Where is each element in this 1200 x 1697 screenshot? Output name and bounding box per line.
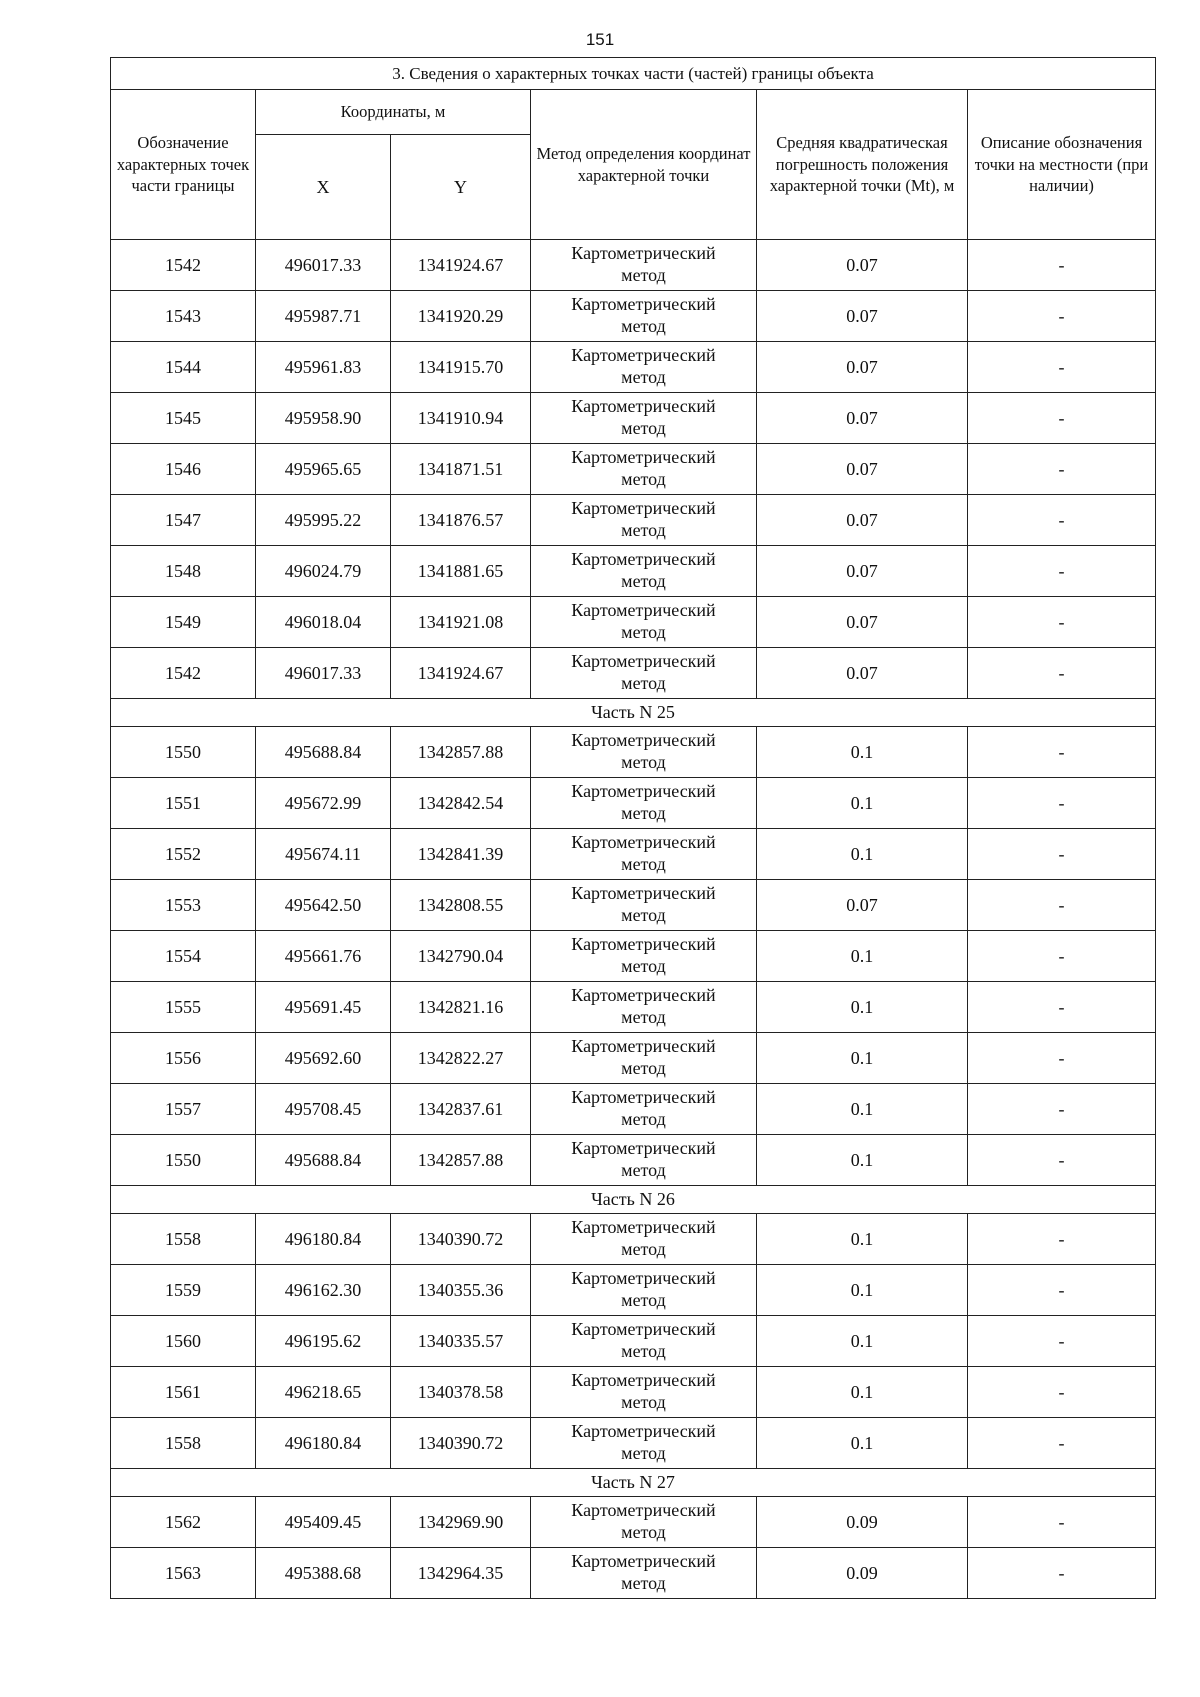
error-cell: 0.07	[757, 597, 968, 648]
description-cell: -	[968, 1497, 1156, 1548]
error-cell: 0.1	[757, 982, 968, 1033]
method-line1: Картометрический	[571, 832, 716, 853]
error-cell: 0.07	[757, 546, 968, 597]
point-id-cell: 1563	[111, 1548, 256, 1599]
point-id-cell: 1545	[111, 393, 256, 444]
error-cell: 0.1	[757, 727, 968, 778]
method-line2: метод	[621, 1573, 666, 1593]
y-coordinate-cell: 1342821.16	[391, 982, 531, 1033]
method-cell	[531, 829, 757, 880]
description-cell: -	[968, 1084, 1156, 1135]
x-coordinate-cell: 495661.76	[256, 931, 391, 982]
point-id-cell: 1542	[111, 240, 256, 291]
header-error: Средняя квадратическая погрешность положения характерной точки (Mt), м	[757, 90, 968, 240]
error-cell: 0.1	[757, 931, 968, 982]
y-coordinate-cell: 1342790.04	[391, 931, 531, 982]
error-cell: 0.1	[757, 829, 968, 880]
section-row	[111, 699, 1156, 727]
method-line2: метод	[621, 367, 666, 387]
method-line1: Картометрический	[571, 1500, 716, 1521]
y-coordinate-cell: 1340390.72	[391, 1418, 531, 1469]
table-row	[111, 648, 1156, 699]
error-cell: 0.07	[757, 880, 968, 931]
method-line1: Картометрический	[571, 651, 716, 672]
method-cell	[531, 1084, 757, 1135]
point-id-cell: 1549	[111, 597, 256, 648]
x-coordinate-cell: 495958.90	[256, 393, 391, 444]
method-line2: метод	[621, 956, 666, 976]
x-coordinate-cell: 495691.45	[256, 982, 391, 1033]
table-row	[111, 291, 1156, 342]
x-coordinate-cell: 496180.84	[256, 1214, 391, 1265]
method-cell	[531, 1367, 757, 1418]
description-cell: -	[968, 1548, 1156, 1599]
table-row	[111, 342, 1156, 393]
point-id-cell: 1543	[111, 291, 256, 342]
point-id-cell: 1547	[111, 495, 256, 546]
table-row	[111, 1548, 1156, 1599]
method-line2: метод	[621, 1007, 666, 1027]
error-cell: 0.07	[757, 495, 968, 546]
method-line1: Картометрический	[571, 243, 716, 264]
method-line2: метод	[621, 1341, 666, 1361]
method-line2: метод	[621, 803, 666, 823]
method-cell	[531, 444, 757, 495]
method-line2: метод	[621, 469, 666, 489]
description-cell: -	[968, 1135, 1156, 1186]
method-line1: Картометрический	[571, 1087, 716, 1108]
table-row	[111, 880, 1156, 931]
table-row	[111, 597, 1156, 648]
y-coordinate-cell: 1342822.27	[391, 1033, 531, 1084]
section-label: Часть N 26	[111, 1186, 1156, 1214]
method-line2: метод	[621, 316, 666, 336]
method-cell	[531, 1497, 757, 1548]
description-cell: -	[968, 291, 1156, 342]
description-cell: -	[968, 1265, 1156, 1316]
point-id-cell: 1560	[111, 1316, 256, 1367]
table-row	[111, 1367, 1156, 1418]
table-row	[111, 931, 1156, 982]
description-cell: -	[968, 1367, 1156, 1418]
x-coordinate-cell: 495688.84	[256, 727, 391, 778]
method-line2: метод	[621, 673, 666, 693]
point-id-cell: 1548	[111, 546, 256, 597]
x-coordinate-cell: 496180.84	[256, 1418, 391, 1469]
description-cell: -	[968, 546, 1156, 597]
y-coordinate-cell: 1341915.70	[391, 342, 531, 393]
method-cell	[531, 240, 757, 291]
method-cell	[531, 931, 757, 982]
method-line1: Картометрический	[571, 396, 716, 417]
method-cell	[531, 291, 757, 342]
point-id-cell: 1552	[111, 829, 256, 880]
method-line1: Картометрический	[571, 498, 716, 519]
header-y: Y	[391, 135, 531, 240]
method-line1: Картометрический	[571, 934, 716, 955]
method-cell	[531, 1135, 757, 1186]
point-id-cell: 1554	[111, 931, 256, 982]
table-row	[111, 1265, 1156, 1316]
error-cell: 0.07	[757, 240, 968, 291]
method-cell	[531, 1265, 757, 1316]
method-line1: Картометрический	[571, 1268, 716, 1289]
header-coordinates: Координаты, м	[256, 90, 531, 135]
y-coordinate-cell: 1341876.57	[391, 495, 531, 546]
table-row	[111, 495, 1156, 546]
y-coordinate-cell: 1342857.88	[391, 1135, 531, 1186]
y-coordinate-cell: 1340390.72	[391, 1214, 531, 1265]
x-coordinate-cell: 495961.83	[256, 342, 391, 393]
point-id-cell: 1550	[111, 1135, 256, 1186]
description-cell: -	[968, 393, 1156, 444]
table-title-row	[111, 58, 1156, 90]
method-cell	[531, 648, 757, 699]
point-id-cell: 1555	[111, 982, 256, 1033]
point-id-cell: 1557	[111, 1084, 256, 1135]
description-cell: -	[968, 648, 1156, 699]
description-cell: -	[968, 727, 1156, 778]
description-cell: -	[968, 931, 1156, 982]
table-row	[111, 778, 1156, 829]
table-row	[111, 1084, 1156, 1135]
error-cell: 0.1	[757, 778, 968, 829]
y-coordinate-cell: 1342808.55	[391, 880, 531, 931]
x-coordinate-cell: 496017.33	[256, 240, 391, 291]
method-line2: метод	[621, 1443, 666, 1463]
method-line2: метод	[621, 1160, 666, 1180]
table-row	[111, 982, 1156, 1033]
description-cell: -	[968, 495, 1156, 546]
method-line2: метод	[621, 418, 666, 438]
description-cell: -	[968, 1033, 1156, 1084]
method-line2: метод	[621, 1290, 666, 1310]
method-line2: метод	[621, 1392, 666, 1412]
table-row	[111, 1135, 1156, 1186]
method-cell	[531, 546, 757, 597]
error-cell: 0.09	[757, 1548, 968, 1599]
description-cell: -	[968, 880, 1156, 931]
method-line2: метод	[621, 1109, 666, 1129]
y-coordinate-cell: 1340378.58	[391, 1367, 531, 1418]
point-id-cell: 1544	[111, 342, 256, 393]
point-id-cell: 1559	[111, 1265, 256, 1316]
point-id-cell: 1561	[111, 1367, 256, 1418]
method-line1: Картометрический	[571, 1421, 716, 1442]
error-cell: 0.07	[757, 342, 968, 393]
description-cell: -	[968, 778, 1156, 829]
table-row	[111, 546, 1156, 597]
method-cell	[531, 1316, 757, 1367]
table-row	[111, 1497, 1156, 1548]
y-coordinate-cell: 1340335.57	[391, 1316, 531, 1367]
method-cell	[531, 1418, 757, 1469]
x-coordinate-cell: 495688.84	[256, 1135, 391, 1186]
x-coordinate-cell: 496162.30	[256, 1265, 391, 1316]
header-description: Описание обозначения точки на местности (при наличии)	[968, 90, 1156, 240]
x-coordinate-cell: 495642.50	[256, 880, 391, 931]
error-cell: 0.1	[757, 1367, 968, 1418]
y-coordinate-cell: 1342964.35	[391, 1548, 531, 1599]
error-cell: 0.07	[757, 291, 968, 342]
x-coordinate-cell: 495965.65	[256, 444, 391, 495]
y-coordinate-cell: 1341924.67	[391, 648, 531, 699]
x-coordinate-cell: 495692.60	[256, 1033, 391, 1084]
method-line1: Картометрический	[571, 549, 716, 570]
method-line1: Картометрический	[571, 1370, 716, 1391]
section-row	[111, 1186, 1156, 1214]
method-line2: метод	[621, 1058, 666, 1078]
y-coordinate-cell: 1341910.94	[391, 393, 531, 444]
method-line1: Картометрический	[571, 447, 716, 468]
error-cell: 0.1	[757, 1418, 968, 1469]
header-row	[111, 90, 1156, 135]
method-line1: Картометрический	[571, 985, 716, 1006]
point-id-cell: 1558	[111, 1214, 256, 1265]
table-row	[111, 240, 1156, 291]
description-cell: -	[968, 1214, 1156, 1265]
boundary-points-table	[110, 57, 1156, 1599]
description-cell: -	[968, 597, 1156, 648]
point-id-cell: 1562	[111, 1497, 256, 1548]
method-line1: Картометрический	[571, 1036, 716, 1057]
page-number: 151	[585, 30, 615, 49]
error-cell: 0.1	[757, 1214, 968, 1265]
method-line2: метод	[621, 520, 666, 540]
x-coordinate-cell: 495708.45	[256, 1084, 391, 1135]
y-coordinate-cell: 1342837.61	[391, 1084, 531, 1135]
table-row	[111, 1418, 1156, 1469]
header-designation: Обозначение характерных точек части границы	[111, 90, 256, 240]
method-cell	[531, 880, 757, 931]
description-cell: -	[968, 342, 1156, 393]
method-line2: метод	[621, 854, 666, 874]
table-row	[111, 444, 1156, 495]
method-cell	[531, 982, 757, 1033]
method-cell	[531, 778, 757, 829]
method-line1: Картометрический	[571, 1551, 716, 1572]
section-row	[111, 1469, 1156, 1497]
method-cell	[531, 727, 757, 778]
error-cell: 0.1	[757, 1265, 968, 1316]
description-cell: -	[968, 982, 1156, 1033]
x-coordinate-cell: 495672.99	[256, 778, 391, 829]
method-cell	[531, 597, 757, 648]
point-id-cell: 1546	[111, 444, 256, 495]
description-cell: -	[968, 444, 1156, 495]
method-line2: метод	[621, 752, 666, 772]
method-cell	[531, 393, 757, 444]
method-line1: Картометрический	[571, 730, 716, 751]
description-cell: -	[968, 1316, 1156, 1367]
error-cell: 0.07	[757, 444, 968, 495]
table-row	[111, 393, 1156, 444]
y-coordinate-cell: 1341881.65	[391, 546, 531, 597]
table-row	[111, 727, 1156, 778]
x-coordinate-cell: 495987.71	[256, 291, 391, 342]
x-coordinate-cell: 496218.65	[256, 1367, 391, 1418]
header-x: X	[256, 135, 391, 240]
error-cell: 0.09	[757, 1497, 968, 1548]
point-id-cell: 1553	[111, 880, 256, 931]
table-row	[111, 829, 1156, 880]
header-method: Метод определения координат характерной точки	[531, 90, 757, 240]
table-body	[111, 240, 1156, 1599]
y-coordinate-cell: 1342857.88	[391, 727, 531, 778]
description-cell: -	[968, 1418, 1156, 1469]
method-line2: метод	[621, 265, 666, 285]
point-id-cell: 1542	[111, 648, 256, 699]
method-line1: Картометрический	[571, 345, 716, 366]
y-coordinate-cell: 1341871.51	[391, 444, 531, 495]
method-line1: Картометрический	[571, 1319, 716, 1340]
error-cell: 0.1	[757, 1033, 968, 1084]
x-coordinate-cell: 496195.62	[256, 1316, 391, 1367]
error-cell: 0.1	[757, 1135, 968, 1186]
method-line2: метод	[621, 571, 666, 591]
method-line1: Картометрический	[571, 600, 716, 621]
x-coordinate-cell: 495674.11	[256, 829, 391, 880]
x-coordinate-cell: 496017.33	[256, 648, 391, 699]
point-id-cell: 1550	[111, 727, 256, 778]
x-coordinate-cell: 495388.68	[256, 1548, 391, 1599]
error-cell: 0.1	[757, 1084, 968, 1135]
x-coordinate-cell: 495995.22	[256, 495, 391, 546]
y-coordinate-cell: 1340355.36	[391, 1265, 531, 1316]
method-cell	[531, 495, 757, 546]
table-title: 3. Сведения о характерных точках части (частей) границы объекта	[111, 58, 1156, 90]
method-line2: метод	[621, 1239, 666, 1259]
method-line2: метод	[621, 905, 666, 925]
method-line1: Картометрический	[571, 1217, 716, 1238]
method-line1: Картометрический	[571, 883, 716, 904]
y-coordinate-cell: 1341924.67	[391, 240, 531, 291]
method-line1: Картометрический	[571, 781, 716, 802]
error-cell: 0.07	[757, 648, 968, 699]
method-line2: метод	[621, 1522, 666, 1542]
y-coordinate-cell: 1342842.54	[391, 778, 531, 829]
section-label: Часть N 27	[111, 1469, 1156, 1497]
y-coordinate-cell: 1342969.90	[391, 1497, 531, 1548]
method-cell	[531, 342, 757, 393]
x-coordinate-cell: 495409.45	[256, 1497, 391, 1548]
method-line1: Картометрический	[571, 1138, 716, 1159]
description-cell: -	[968, 240, 1156, 291]
section-label: Часть N 25	[111, 699, 1156, 727]
method-line2: метод	[621, 622, 666, 642]
error-cell: 0.07	[757, 393, 968, 444]
point-id-cell: 1558	[111, 1418, 256, 1469]
description-cell: -	[968, 829, 1156, 880]
error-cell: 0.1	[757, 1316, 968, 1367]
method-line1: Картометрический	[571, 294, 716, 315]
table-row	[111, 1033, 1156, 1084]
y-coordinate-cell: 1341920.29	[391, 291, 531, 342]
y-coordinate-cell: 1341921.08	[391, 597, 531, 648]
method-cell	[531, 1548, 757, 1599]
x-coordinate-cell: 496018.04	[256, 597, 391, 648]
method-cell	[531, 1033, 757, 1084]
point-id-cell: 1551	[111, 778, 256, 829]
table-row	[111, 1214, 1156, 1265]
x-coordinate-cell: 496024.79	[256, 546, 391, 597]
y-coordinate-cell: 1342841.39	[391, 829, 531, 880]
table-row	[111, 1316, 1156, 1367]
point-id-cell: 1556	[111, 1033, 256, 1084]
method-cell	[531, 1214, 757, 1265]
